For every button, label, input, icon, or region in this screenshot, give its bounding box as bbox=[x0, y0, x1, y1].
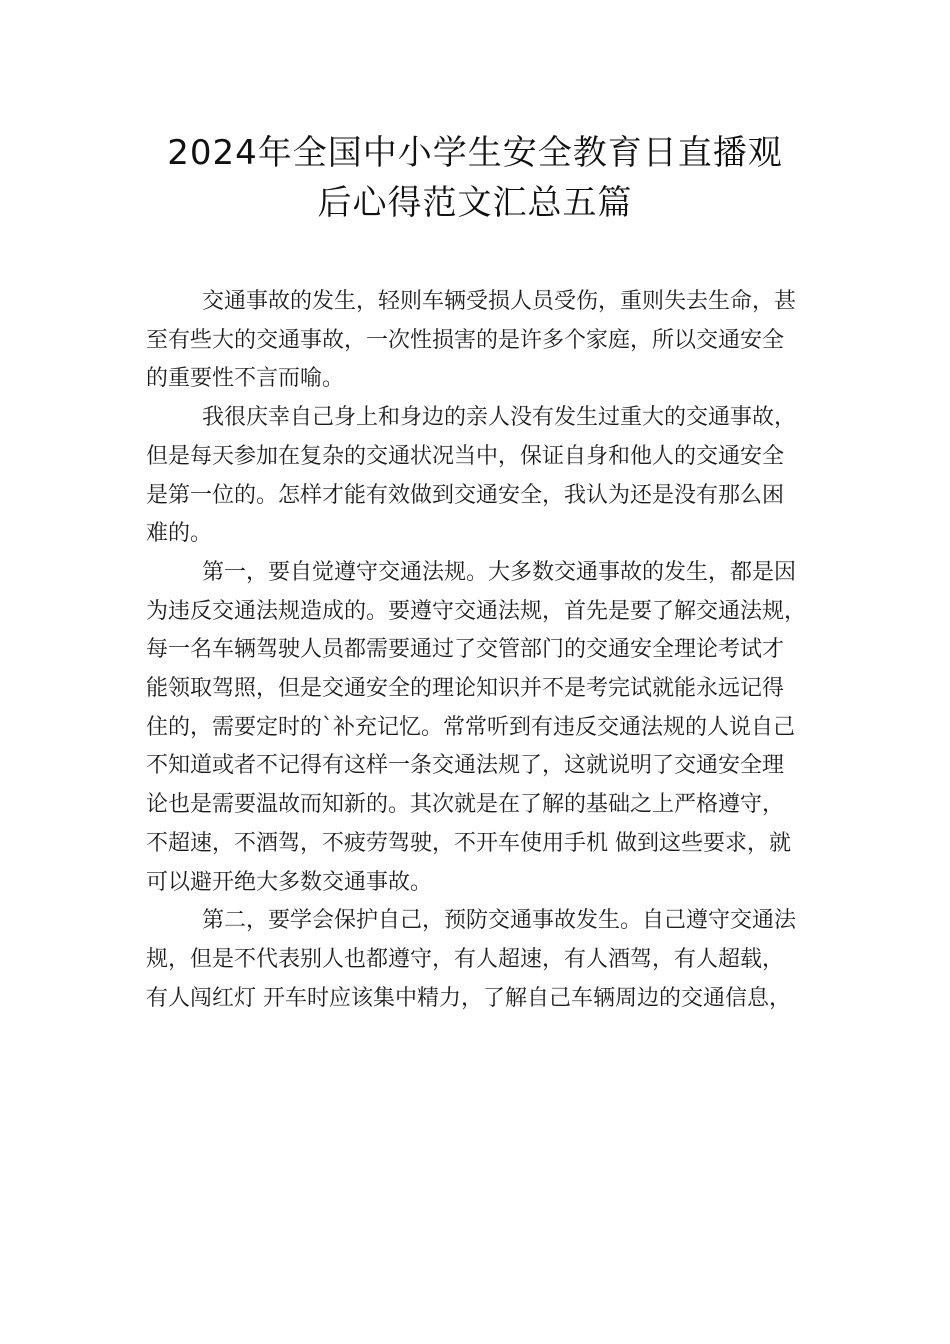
paragraph-line: 但是每天参加在复杂的交通状况当中，保证自身和他人的交通安全 bbox=[146, 443, 785, 469]
title-line: 2024年全国中小学生安全教育日直播观 bbox=[167, 133, 783, 173]
paragraph-line: 我很庆幸自己身上和身边的亲人没有发生过重大的交通事故， bbox=[202, 405, 797, 431]
paragraph-line: 每一名车辆驾驶人员都需要通过了交管部门的交通安全理论考试才 bbox=[146, 637, 785, 663]
paragraph bbox=[146, 554, 818, 902]
paragraph-line: 第一，要自觉遵守交通法规。大多数交通事故的发生，都是因 bbox=[202, 559, 797, 585]
paragraph-line: 有人闯红灯 开车时应该集中精力，了解自己车辆周边的交通信息， bbox=[146, 985, 791, 1011]
paragraph-line: 难的。 bbox=[146, 521, 213, 547]
paragraph-line: 能领取驾照，但是交通安全的理论知识并不是考完试就能永远记得 bbox=[146, 676, 785, 702]
paragraph-line: 交通事故的发生，轻则车辆受损人员受伤，重则失去生命，甚 bbox=[202, 289, 797, 314]
paragraph-line: 第二，要学会保护自己，预防交通事故发生。自己遵守交通法 bbox=[202, 908, 797, 934]
paragraph bbox=[146, 902, 818, 1018]
document-body bbox=[146, 283, 818, 1018]
paragraph-line: 不知道或者不记得有这样一条交通法规了，这就说明了交通安全理 bbox=[146, 753, 785, 779]
paragraph-line: 是第一位的。怎样才能有效做到交通安全，我认为还是没有那么困 bbox=[146, 482, 785, 508]
paragraph-line: 至有些大的交通事故，一次性损害的是许多个家庭，所以交通安全 bbox=[146, 327, 785, 353]
paragraph-line: 为违反交通法规造成的。要遵守交通法规，首先是要了解交通法规， bbox=[146, 598, 807, 624]
paragraph bbox=[146, 283, 818, 399]
document-title bbox=[120, 128, 830, 228]
paragraph bbox=[146, 399, 818, 554]
paragraph-line: 可以避开绝大多数交通事故。 bbox=[146, 869, 433, 895]
title-line: 后心得范文汇总五篇 bbox=[317, 183, 633, 223]
paragraph-line: 住的，需要定时的`补充记忆。常常听到有违反交通法规的人说自己 bbox=[146, 714, 796, 740]
paragraph-line: 论也是需要温故而知新的。其次就是在了解的基础之上严格遵守， bbox=[146, 792, 785, 818]
paragraph-line: 规，但是不代表别人也都遵守，有人超速，有人酒驾，有人超载， bbox=[146, 946, 785, 972]
paragraph-line: 不超速，不酒驾，不疲劳驾驶，不开车使用手机 做到这些要求，就 bbox=[146, 830, 791, 856]
paragraph-line: 的重要性不言而喻。 bbox=[146, 366, 345, 392]
